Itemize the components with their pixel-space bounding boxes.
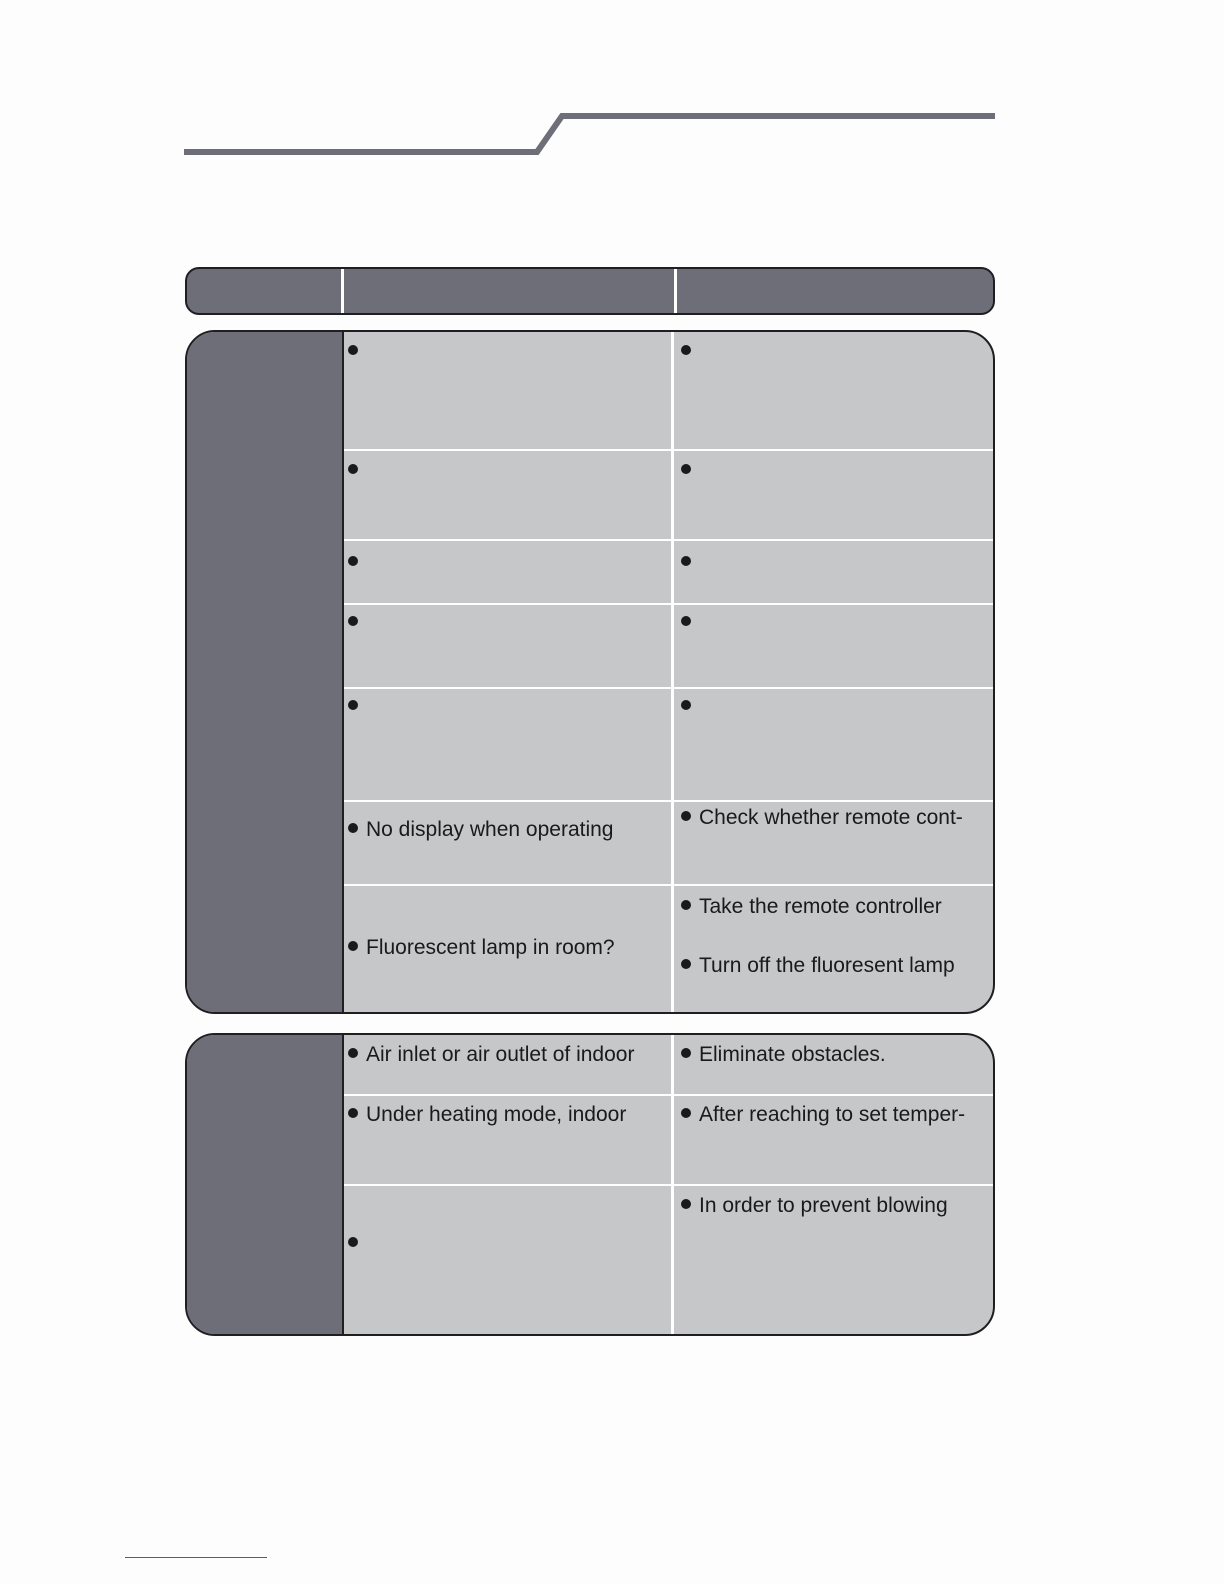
bullet-icon [681, 556, 691, 566]
bullet-icon [681, 811, 691, 821]
header-divider [341, 269, 344, 313]
problem-cell [344, 1096, 674, 1184]
bullet-icon [681, 464, 691, 474]
problem-cell [344, 886, 674, 1014]
footer-link-underline [125, 1557, 267, 1558]
problem-cell [344, 605, 674, 687]
troubleshooting-panel-2 [185, 1033, 995, 1336]
problem-cell [344, 689, 674, 800]
problem-cell [344, 1186, 674, 1336]
bullet-icon [348, 464, 358, 474]
bullet-icon [681, 900, 691, 910]
solution-text: In order to prevent blowing [699, 1194, 948, 1217]
problem-text: Fluorescent lamp in room? [366, 936, 615, 959]
problem-text: Air inlet or air outlet of indoor [366, 1043, 635, 1066]
solution-cell [677, 451, 993, 539]
solution-text: After reaching to set temper- [699, 1103, 966, 1126]
solution-cell [677, 1096, 993, 1184]
problem-text: No display when operating [366, 818, 614, 841]
bullet-icon [348, 556, 358, 566]
solution-cell [677, 541, 993, 603]
bullet-icon [348, 823, 358, 833]
problem-cell [344, 332, 674, 449]
bullet-icon [348, 345, 358, 355]
bullet-icon [681, 616, 691, 626]
bullet-icon [348, 1237, 358, 1247]
problem-text: Under heating mode, indoor [366, 1103, 627, 1126]
bullet-icon [348, 1108, 358, 1118]
problem-cell [344, 541, 674, 603]
bullet-icon [681, 1199, 691, 1209]
bullet-icon [681, 1048, 691, 1058]
bullet-icon [348, 700, 358, 710]
solution-cell [677, 1186, 993, 1336]
table-row [344, 1186, 993, 1336]
problem-cell [344, 451, 674, 539]
header-rule [0, 0, 1224, 200]
bullet-icon [348, 1048, 358, 1058]
solution-cell [677, 332, 993, 449]
table-row [344, 541, 993, 605]
table-row [344, 1096, 993, 1186]
bullet-icon [348, 941, 358, 951]
panel-1-category [187, 332, 344, 1012]
table-row [344, 1035, 993, 1096]
panel-2-category [187, 1035, 344, 1334]
solution-cell [677, 689, 993, 800]
solution-cell [677, 605, 993, 687]
solution-text: Turn off the fluoresent lamp [699, 954, 955, 977]
table-header [185, 267, 995, 315]
header-divider [674, 269, 677, 313]
solution-text: Take the remote controller [699, 895, 942, 918]
bullet-icon [348, 616, 358, 626]
solution-text: Check whether remote cont- [699, 806, 963, 829]
table-row [344, 689, 993, 802]
table-row [344, 802, 993, 886]
solution-cell [677, 886, 993, 1014]
solution-cell [677, 1035, 993, 1094]
bullet-icon [681, 959, 691, 969]
problem-cell [344, 802, 674, 884]
table-row [344, 451, 993, 541]
table-row [344, 886, 993, 1014]
problem-cell [344, 1035, 674, 1094]
solution-cell [677, 802, 993, 884]
solution-text: Eliminate obstacles. [699, 1043, 886, 1066]
troubleshooting-panel-1 [185, 330, 995, 1014]
table-row [344, 605, 993, 689]
bullet-icon [681, 700, 691, 710]
bullet-icon [681, 1108, 691, 1118]
bullet-icon [681, 345, 691, 355]
table-row [344, 332, 993, 451]
